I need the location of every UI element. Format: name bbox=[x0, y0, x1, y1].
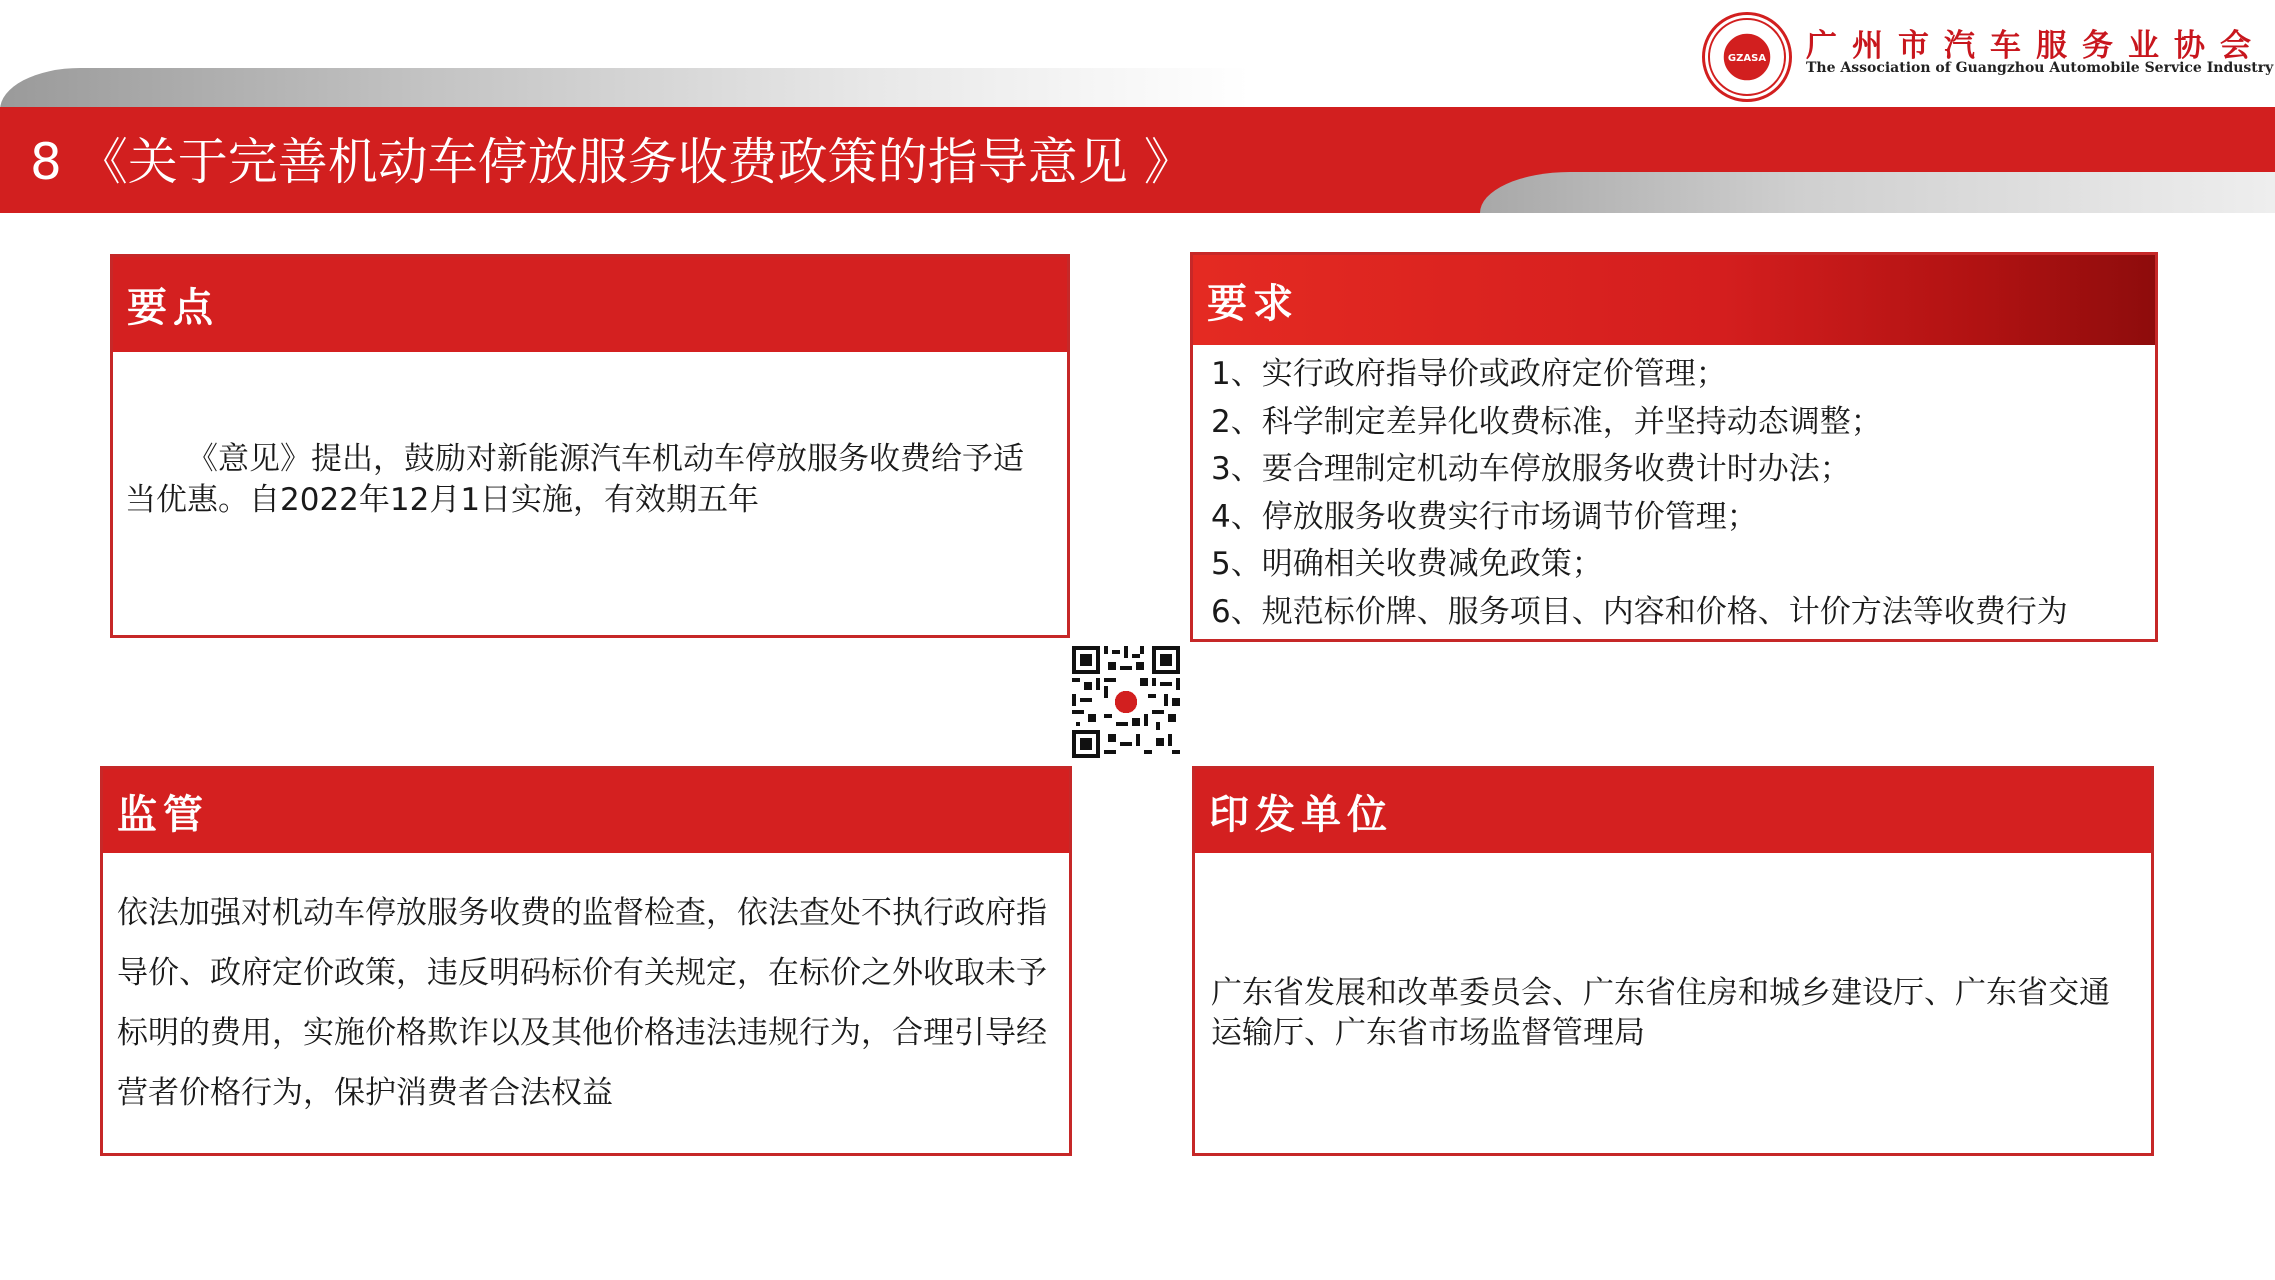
list-item: 5、明确相关收费减免政策； bbox=[1211, 546, 1603, 582]
association-seal-icon bbox=[1702, 12, 1792, 102]
key-points-body bbox=[113, 352, 1067, 635]
issuers-card bbox=[1192, 766, 2154, 1156]
issuers-text: 广东省发展和改革委员会、广东省住房和城乡建设厅、广东省交通运输厅、广东省市场监督管理局 bbox=[1211, 975, 2110, 1051]
requirements-list bbox=[1193, 345, 2155, 639]
slide-title bbox=[30, 130, 1194, 194]
list-item: 6、规范标价牌、服务项目、内容和价格、计价方法等收费行为 bbox=[1211, 593, 2068, 630]
slide-number: 8 bbox=[30, 133, 62, 191]
org-name-en: The Association of Guangzhou Automobile Service Industry bbox=[1806, 60, 2274, 76]
list-item: 4、停放服务收费实行市场调节价管理； bbox=[1211, 498, 1758, 535]
requirements-heading: 要求 bbox=[1193, 255, 2155, 345]
list-item: 3、要合理制定机动车停放服务收费计时办法； bbox=[1211, 451, 1851, 487]
list-item: 2、科学制定差异化收费标准，并坚持动态调整； bbox=[1211, 403, 1882, 440]
org-name-cn: 广州市汽车服务业协会 bbox=[1806, 28, 2266, 64]
seal-text: GZASA bbox=[1727, 53, 1767, 64]
key-points-card bbox=[110, 254, 1070, 638]
list-item: 1、实行政府指导价或政府定价管理； bbox=[1211, 356, 1727, 392]
slide-title-text: 《关于完善机动车停放服务收费政策的指导意见 》 bbox=[77, 133, 1194, 191]
key-points-text: 《意见》提出，鼓励对新能源汽车机动车停放服务收费给予适当优惠。自2022年12月1日实施，有效期五年 bbox=[125, 440, 1024, 518]
supervision-card bbox=[100, 766, 1072, 1156]
issuers-heading: 印发单位 bbox=[1195, 769, 2151, 853]
supervision-text: 依法加强对机动车停放服务收费的监督检查，依法查处不执行政府指导价、政府定价政策，违反明码标价有关规定，在标价之外收取未予标明的费用，实施价格欺诈以及其他价格违法违规行为，合理引导经营者价格行为，保护消费者合法权益 bbox=[117, 895, 1047, 1111]
qr-code-icon[interactable] bbox=[1072, 646, 1180, 758]
key-points-heading: 要点 bbox=[113, 257, 1067, 352]
issuers-body bbox=[1195, 853, 2151, 1153]
supervision-heading: 监管 bbox=[103, 769, 1069, 853]
header-grey-swoosh bbox=[0, 68, 1250, 110]
requirements-card bbox=[1190, 252, 2158, 642]
title-band-grey-swoosh bbox=[1480, 172, 2275, 213]
